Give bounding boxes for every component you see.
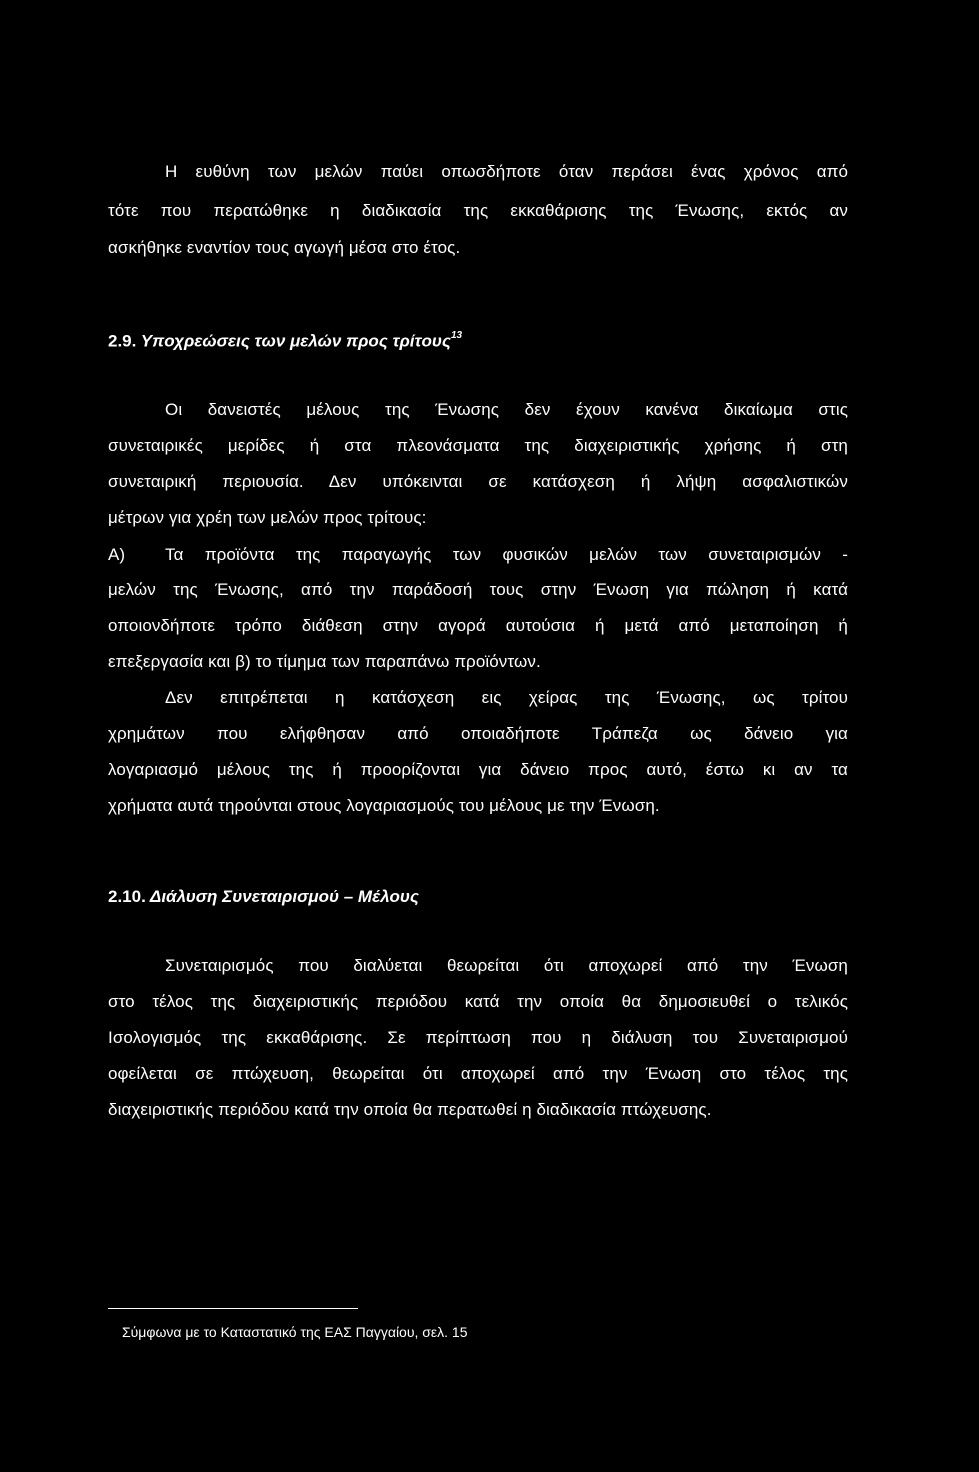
- section-2-9-p2-line-1: Δεν επιτρέπεται η κατάσχεση εις χείρας της Ένωσης, ως τρίτου: [165, 688, 848, 707]
- paragraph-1-line-1: Η ευθύνη των μελών παύει οπωσδήποτε όταν περάσει ένας χρόνος από: [165, 162, 848, 181]
- list-a-line-1: Τα προϊόντα της παραγωγής των φυσικών μελών των συνεταιρισμών -: [165, 545, 848, 564]
- footnote-reference: 13: [450, 330, 463, 341]
- section-2-9-p2-line-3: λογαριασμό μέλους της ή προορίζονται για δάνειο προς αυτό, έστω κι αν τα: [108, 760, 848, 779]
- section-2-9-p1-line-1: Οι δανειστές μέλους της Ένωσης δεν έχουν κανένα δικαίωμα στις: [165, 400, 848, 419]
- section-2-10-line-3: Ισολογισμός της εκκαθάρισης. Σε περίπτωση που η διάλυση του Συνεταιρισμού: [108, 1028, 848, 1047]
- section-2-10-line-5: διαχειριστικής περιόδου κατά την οποία θα περατωθεί η διαδικασία πτώχευσης.: [108, 1100, 712, 1119]
- section-2-9-number: 2.9.: [108, 331, 137, 351]
- section-2-9-p2-line-2: χρημάτων που ελήφθησαν από οποιαδήποτε Τράπεζα ως δάνειο για: [108, 724, 848, 743]
- section-2-10-line-1: Συνεταιρισμός που διαλύεται θεωρείται ότι αποχωρεί από την Ένωση: [165, 956, 848, 975]
- footnote-text: Σύμφωνα με το Καταστατικό της ΕΑΣ Παγγαίου, σελ. 15: [122, 1324, 468, 1340]
- section-2-9-p2-line-4: χρήματα αυτά τηρούνται στους λογαριασμούς του μέλους με την Ένωση.: [108, 796, 660, 815]
- paragraph-1-line-2: τότε που περατώθηκε η διαδικασία της εκκαθάρισης της Ένωσης, εκτός αν: [108, 201, 848, 220]
- list-marker-a: Α): [108, 545, 125, 564]
- section-2-9-heading: [108, 326, 462, 354]
- footnote-rule: [108, 1308, 358, 1309]
- section-2-9-title: Υποχρεώσεις των μελών προς τρίτους: [140, 331, 451, 351]
- section-2-10-title: Διάλυση Συνεταιρισμού – Μέλους: [149, 887, 419, 906]
- section-2-9-p1-line-2: συνεταιρικές μερίδες ή στα πλεονάσματα της διαχειριστικής χρήσης ή στη: [108, 436, 848, 455]
- paragraph-1-line-3: ασκήθηκε εναντίον τους αγωγή μέσα στο έτος.: [108, 238, 461, 257]
- section-2-10-line-4: οφείλεται σε πτώχευση, θεωρείται ότι αποχωρεί από την Ένωση στο τέλος της: [108, 1064, 848, 1083]
- section-2-9-p1-line-4: μέτρων για χρέη των μελών προς τρίτους:: [108, 508, 427, 527]
- section-2-10-line-2: στο τέλος της διαχειριστικής περιόδου κατά την οποία θα δημοσιευθεί ο τελικός: [108, 992, 848, 1011]
- list-a-line-4: επεξεργασία και β) το τίμημα των παραπάνω προϊόντων.: [108, 652, 541, 671]
- section-2-10-heading: [108, 885, 419, 909]
- section-2-9-p1-line-3: συνεταιρική περιουσία. Δεν υπόκεινται σε κατάσχεση ή λήψη ασφαλιστικών: [108, 472, 848, 491]
- list-a-line-2: μελών της Ένωσης, από την παράδοσή τους στην Ένωση για πώληση ή κατά: [108, 580, 848, 599]
- list-a-line-3: οποιονδήποτε τρόπο διάθεση στην αγορά αυτούσια ή μετά από μεταποίηση ή: [108, 616, 848, 635]
- section-2-10-number: 2.10.: [108, 887, 146, 906]
